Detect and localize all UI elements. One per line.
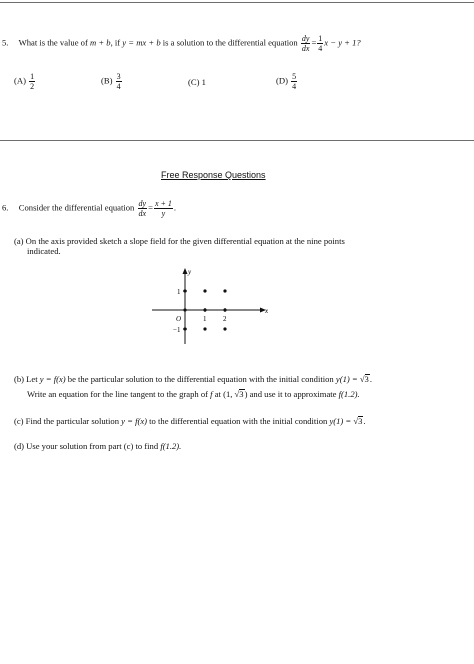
dx-label: dx [301, 44, 310, 53]
choice-d-num: 5 [292, 72, 297, 81]
part-a-line-2: indicated. [27, 246, 61, 256]
part-a-line-1: (a) On the axis provided sketch a slope field for the given differential equation at the nine points [14, 236, 345, 246]
part-b-at: at [214, 389, 221, 399]
section-divider [0, 140, 474, 141]
part-d-text: (d) Use your solution from part (c) to find [14, 441, 159, 451]
part-b-point-open: (1, [223, 389, 235, 399]
y-axis-arrow-icon [183, 268, 188, 274]
de-tail: x − y + 1? [324, 37, 361, 48]
part-c-function: y = f(x) [121, 416, 148, 426]
q6-rhs-den: y [161, 209, 166, 218]
expr-m-plus-b: m + b [89, 37, 111, 48]
q6-dy-label: dy [138, 199, 147, 208]
part-c-initial-condition: y(1) = [329, 416, 354, 426]
choice-a-fraction [29, 72, 35, 91]
tick-y-neg1: −1 [173, 326, 181, 334]
part-c-text: (c) Find the particular solution [14, 416, 120, 426]
dy-dx-fraction [301, 34, 311, 53]
axis-y-label: y [188, 268, 192, 276]
part-b-label: (b) Let [14, 374, 38, 384]
sqrt-icon: √ [353, 416, 359, 426]
question-5 [2, 34, 361, 53]
part-b-function: y = f(x) [39, 374, 66, 384]
choice-a-label: (A) [14, 75, 26, 86]
tick-x-2: 2 [223, 315, 227, 323]
choice-c[interactable] [188, 77, 206, 87]
choice-b-den: 4 [116, 82, 121, 91]
grid-point [183, 327, 186, 330]
dy-label: dy [301, 34, 310, 43]
sqrt-icon: √ [359, 374, 365, 384]
grid-point [223, 308, 226, 311]
choice-b-label: (B) [101, 75, 113, 86]
tick-x-1: 1 [203, 315, 207, 323]
choice-a[interactable] [14, 72, 36, 91]
grid-point [183, 289, 186, 292]
part-b-point-sqrt: 3 [239, 389, 244, 399]
question-5-text-c: is a solution to the differential equation [162, 37, 298, 48]
q6-period: . [173, 202, 177, 213]
choice-b-fraction [116, 72, 122, 91]
question-5-text: What is the value of [18, 37, 88, 48]
q6-dy-dx-fraction [138, 199, 148, 218]
part-c [14, 416, 366, 427]
part-b-f-of-1-2: f(1.2). [338, 389, 360, 399]
question-5-number: 5. [2, 37, 9, 48]
q6-dx-label: dx [138, 209, 147, 218]
question-5-text-b: , if [110, 37, 121, 48]
part-b-line-2 [27, 389, 360, 400]
part-c-text-2: to the differential equation with the initial condition [149, 416, 328, 426]
part-b-approx-text: and use it to approximate [249, 389, 337, 399]
choice-c-value: 1 [201, 77, 206, 87]
choice-a-den: 2 [30, 82, 35, 91]
equals-sign: = [311, 37, 317, 48]
part-b-text: be the particular solution to the differential equation with the initial condition [67, 374, 334, 384]
sqrt-icon: √ [234, 389, 240, 399]
part-d-f-of-1-2: f(1.2). [160, 441, 182, 451]
one-quarter-fraction [317, 34, 323, 53]
q6-equals-sign: = [148, 202, 153, 213]
grid-point [223, 289, 226, 292]
choice-d-den: 4 [292, 82, 297, 91]
q6-rhs-fraction [154, 199, 173, 218]
part-b-line2-text: Write an equation for the line tangent to the graph of [27, 389, 209, 399]
part-c-sqrt-value: 3 [358, 416, 363, 426]
slope-field-axes [140, 262, 280, 348]
grid-point [203, 327, 206, 330]
origin-label: O [176, 315, 182, 323]
fraction-denominator: 4 [318, 44, 323, 53]
choice-b-num: 3 [116, 72, 121, 81]
part-d [14, 441, 181, 452]
grid-point [203, 308, 206, 311]
top-divider [0, 2, 474, 3]
part-b-sqrt-value: 3 [364, 374, 369, 384]
question-6-number: 6. [2, 202, 9, 213]
choice-c-label: (C) [188, 77, 200, 87]
grid-point [183, 308, 186, 311]
choice-d-fraction [291, 72, 297, 91]
part-b-line-1 [14, 374, 372, 385]
part-b-point-close: ) [244, 389, 248, 399]
axis-x-label: x [265, 307, 269, 315]
fraction-numerator: 1 [318, 34, 323, 43]
grid-point [223, 327, 226, 330]
part-b-period: . [369, 374, 372, 384]
choice-d[interactable] [276, 72, 298, 91]
section-title: Free Response Questions [161, 170, 266, 180]
q6-rhs-num: x + 1 [154, 199, 172, 208]
part-b-initial-condition: y(1) = [335, 374, 360, 384]
choice-b[interactable] [101, 72, 123, 91]
part-c-period: . [363, 416, 366, 426]
expr-y-mx-b: y = mx + b [122, 37, 161, 48]
choice-a-num: 1 [30, 72, 35, 81]
choice-d-label: (D) [276, 75, 288, 86]
part-b-f: f [210, 389, 213, 399]
grid-point [203, 289, 206, 292]
tick-y-1: 1 [177, 288, 181, 296]
question-6-text: Consider the differential equation [18, 202, 135, 213]
question-6-intro [2, 199, 176, 218]
